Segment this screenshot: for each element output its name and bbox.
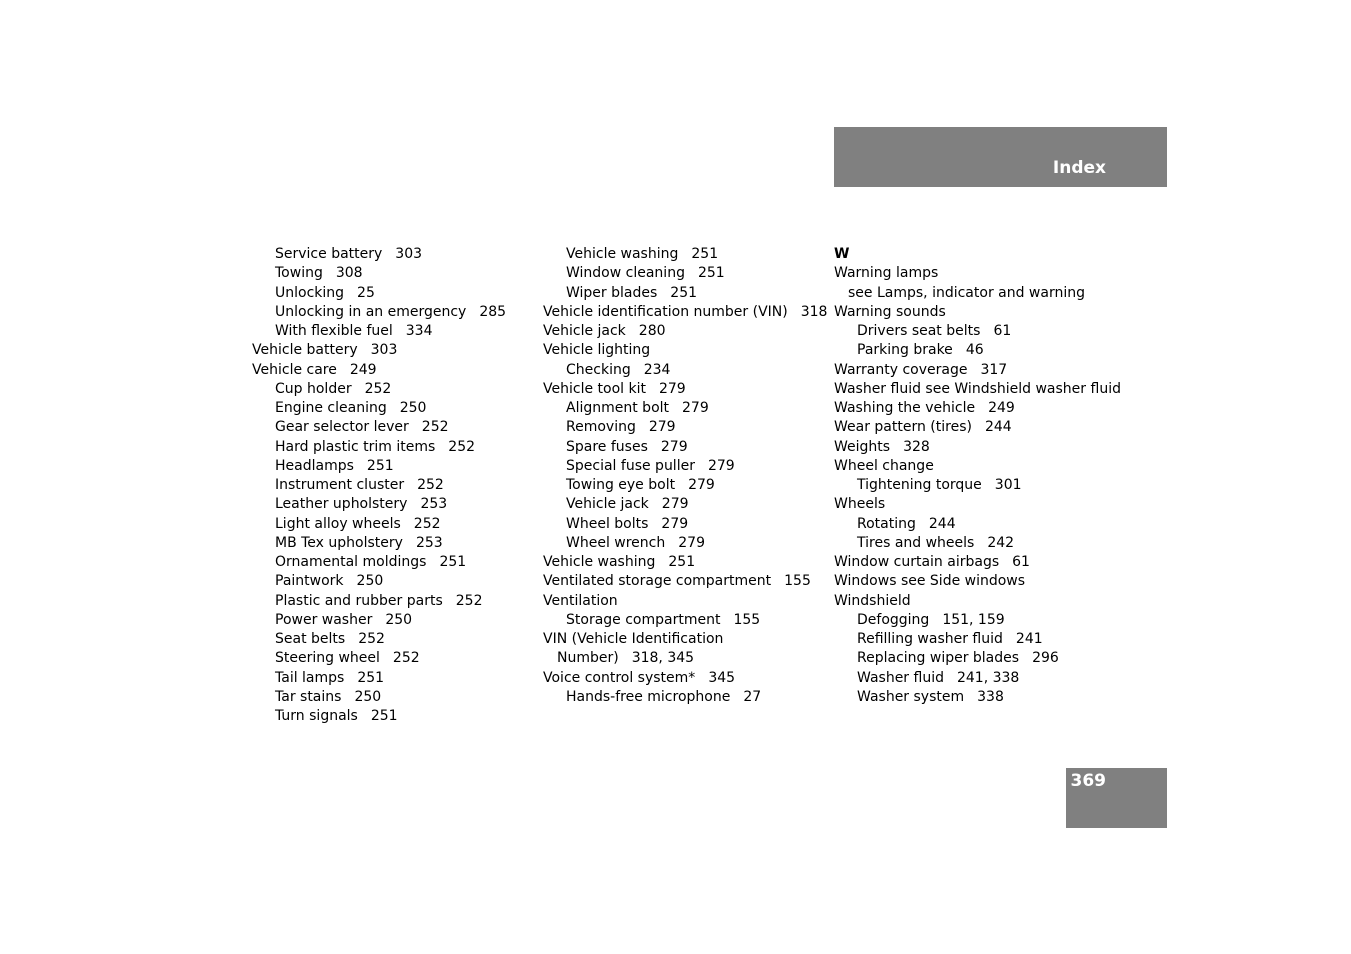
index-page-ref: 252 xyxy=(421,419,449,436)
index-page-ref: 25 xyxy=(357,284,375,301)
index-term: Warning lamps xyxy=(834,265,939,282)
index-page-ref: 241, 338 xyxy=(956,669,1020,686)
index-entry xyxy=(834,380,1144,399)
index-page-ref: 242 xyxy=(987,534,1015,551)
index-term: Rotating xyxy=(857,515,916,532)
index-subentry xyxy=(834,669,1144,688)
page-number: 369 xyxy=(1070,771,1106,791)
index-page-ref: 252 xyxy=(448,438,476,455)
index-page-ref: 251 xyxy=(668,554,696,570)
index-term: Special fuse puller xyxy=(566,457,695,474)
index-term: Washer system xyxy=(857,688,965,705)
index-page-ref: 244 xyxy=(928,515,956,532)
index-page-ref: 155 xyxy=(784,573,811,590)
index-page-ref: 279 xyxy=(688,477,715,493)
index-page-ref: 251 xyxy=(439,554,467,570)
index-subentry xyxy=(252,399,532,418)
index-page-ref: 279 xyxy=(660,438,688,455)
index-subentry xyxy=(252,380,532,399)
index-subentry xyxy=(252,592,532,611)
index-term: VIN (Vehicle Identification xyxy=(543,631,724,647)
index-subentry xyxy=(252,284,532,303)
index-term: Plastic and rubber parts xyxy=(275,592,443,609)
index-page-ref: 252 xyxy=(392,650,420,667)
index-page-ref: 252 xyxy=(364,380,392,397)
index-page-ref: 61 xyxy=(993,323,1012,339)
index-entry xyxy=(834,592,1144,611)
index-entry xyxy=(543,322,828,341)
index-page-ref: 249 xyxy=(988,400,1015,416)
index-entry xyxy=(834,572,1144,591)
index-subentry xyxy=(543,264,828,283)
index-entry xyxy=(543,553,828,572)
index-page-ref: 241 xyxy=(1015,631,1043,647)
index-term: Vehicle washing xyxy=(543,554,656,570)
index-subentry xyxy=(834,476,1144,495)
index-subentry xyxy=(252,630,532,649)
index-term: Cup holder xyxy=(275,380,352,397)
index-entry xyxy=(834,457,1144,476)
index-page-ref: 252 xyxy=(358,631,385,647)
index-subentry xyxy=(252,553,532,572)
index-term: Vehicle jack xyxy=(543,323,626,339)
index-page-ref: 338 xyxy=(977,688,1004,705)
index-subentry xyxy=(834,341,1144,360)
index-term: Gear selector lever xyxy=(275,419,409,436)
index-page-ref: 244 xyxy=(984,419,1012,436)
index-page-ref: 234 xyxy=(643,361,671,378)
index-subentry xyxy=(252,476,532,495)
index-subentry xyxy=(543,688,828,707)
index-page-ref: 279 xyxy=(707,457,735,474)
index-entry xyxy=(834,495,1144,514)
index-page-ref: 251 xyxy=(370,708,398,724)
index-term: Replacing wiper blades xyxy=(857,650,1020,667)
index-term: Windows see Side windows xyxy=(834,573,1026,590)
index-term: Towing eye bolt xyxy=(566,477,676,493)
index-entry xyxy=(252,341,532,360)
index-page-ref: 303 xyxy=(370,342,398,359)
index-page-ref: 27 xyxy=(743,688,762,705)
index-subentry xyxy=(252,303,532,322)
index-subentry xyxy=(252,457,532,476)
index-term: Power washer xyxy=(275,611,373,628)
index-term: Vehicle battery xyxy=(252,342,358,359)
index-subentry xyxy=(543,438,828,457)
index-term: Windshield xyxy=(834,592,911,609)
index-page-ref: 46 xyxy=(965,342,984,359)
index-page-ref: 250 xyxy=(399,400,427,416)
index-subentry xyxy=(543,611,828,630)
index-subentry xyxy=(543,284,828,303)
index-term: Wheel wrench xyxy=(566,534,666,551)
index-entry xyxy=(543,303,828,322)
index-page-ref: 251 xyxy=(357,669,385,686)
index-page-ref: 251 xyxy=(697,265,725,282)
index-subentry xyxy=(252,611,532,630)
index-term: Light alloy wheels xyxy=(275,515,401,532)
index-subentry xyxy=(834,649,1144,668)
index-subentry xyxy=(834,688,1144,707)
index-entry xyxy=(834,303,1144,322)
section-title: Index xyxy=(1052,158,1106,178)
index-term: Checking xyxy=(566,361,631,378)
index-subentry xyxy=(543,418,828,437)
index-term: Drivers seat belts xyxy=(857,323,981,339)
index-subentry xyxy=(543,476,828,495)
index-term: Washer fluid xyxy=(857,669,944,686)
index-column-2 xyxy=(543,245,828,707)
index-subentry xyxy=(543,245,828,264)
index-page-ref: 251 xyxy=(670,284,698,301)
index-page-ref: 252 xyxy=(417,477,444,493)
index-term: Window curtain airbags xyxy=(834,554,1000,570)
index-page-ref: 251 xyxy=(366,457,394,474)
index-subentry xyxy=(834,630,1144,649)
index-term: Unlocking in an emergency xyxy=(275,303,467,320)
index-term: Turn signals xyxy=(275,708,358,724)
index-entry xyxy=(834,553,1144,572)
index-page-ref: 253 xyxy=(415,534,443,551)
index-page-ref: 252 xyxy=(455,592,483,609)
index-term: Leather upholstery xyxy=(275,496,408,513)
index-page-ref: 279 xyxy=(658,380,686,397)
index-subentry xyxy=(252,688,532,707)
index-term: Hands-free microphone xyxy=(566,688,731,705)
index-term: With flexible fuel xyxy=(275,323,393,339)
index-page-ref: 345 xyxy=(708,669,736,686)
index-term: MB Tex upholstery xyxy=(275,534,403,551)
index-letter-heading xyxy=(834,245,1144,264)
index-term: Instrument cluster xyxy=(275,477,405,493)
index-page-ref: 279 xyxy=(648,419,676,436)
index-page-ref: 285 xyxy=(479,303,507,320)
index-subentry xyxy=(834,534,1144,553)
index-subentry xyxy=(252,515,532,534)
index-page-ref: 280 xyxy=(638,323,666,339)
index-page-ref: 318 xyxy=(800,303,828,320)
index-term: Weights xyxy=(834,438,891,455)
index-term: Washer fluid see Windshield washer fluid xyxy=(834,380,1121,397)
index-page-ref: 318, 345 xyxy=(631,650,695,667)
index-page-ref: 253 xyxy=(420,496,448,513)
index-page-ref: 252 xyxy=(413,515,441,532)
index-subentry xyxy=(543,457,828,476)
index-term: Washing the vehicle xyxy=(834,400,976,416)
index-subentry xyxy=(252,495,532,514)
index-term: Tightening torque xyxy=(857,477,982,493)
index-term: Spare fuses xyxy=(566,438,648,455)
index-page-ref: 251 xyxy=(691,246,719,262)
index-page-ref: 279 xyxy=(661,515,689,532)
index-term: Vehicle washing xyxy=(566,246,679,262)
index-term: Wiper blades xyxy=(566,284,658,301)
index-entry xyxy=(834,438,1144,457)
index-entry xyxy=(834,399,1144,418)
index-term: Wheel change xyxy=(834,457,934,474)
index-page-ref: 328 xyxy=(903,438,930,455)
index-subentry xyxy=(543,534,828,553)
index-subentry xyxy=(252,669,532,688)
index-page-ref: 303 xyxy=(395,246,423,262)
index-subentry xyxy=(252,438,532,457)
index-subentry xyxy=(543,361,828,380)
index-term: Warning sounds xyxy=(834,303,946,320)
index-term: Vehicle identification number (VIN) xyxy=(543,303,788,320)
index-term: Wheel bolts xyxy=(566,515,649,532)
index-subentry xyxy=(252,264,532,283)
index-term: Storage compartment xyxy=(566,611,721,628)
index-term: see Lamps, indicator and warning xyxy=(848,284,1085,301)
index-entry xyxy=(834,361,1144,380)
index-term: Engine cleaning xyxy=(275,400,387,416)
index-term: Voice control system* xyxy=(543,669,696,686)
index-term: Tar stains xyxy=(275,688,342,705)
index-term: Ventilated storage compartment xyxy=(543,573,772,590)
index-entry xyxy=(543,592,828,611)
index-page-ref: 61 xyxy=(1012,554,1030,570)
index-subentry xyxy=(252,418,532,437)
index-term: Warranty coverage xyxy=(834,361,968,378)
index-term: Vehicle lighting xyxy=(543,342,651,359)
index-page-ref: 155 xyxy=(733,611,761,628)
index-entry xyxy=(543,649,828,668)
index-term: Removing xyxy=(566,419,636,436)
index-subentry xyxy=(543,515,828,534)
index-entry xyxy=(834,264,1144,283)
index-term: Tires and wheels xyxy=(857,534,975,551)
index-subentry xyxy=(834,322,1144,341)
index-page-ref: 279 xyxy=(682,400,709,416)
index-term: Number) xyxy=(557,650,619,667)
index-term: Wheels xyxy=(834,496,886,513)
index-page-ref: 296 xyxy=(1032,650,1059,667)
index-term: Unlocking xyxy=(275,284,345,301)
index-term: Wear pattern (tires) xyxy=(834,419,972,436)
index-term: Refilling washer fluid xyxy=(857,631,1003,647)
index-subentry xyxy=(543,495,828,514)
index-page-ref: 279 xyxy=(661,496,689,513)
index-term: Hard plastic trim items xyxy=(275,438,436,455)
index-subentry xyxy=(252,245,532,264)
section-header-tab xyxy=(834,127,1167,187)
index-term: Towing xyxy=(275,265,323,282)
index-page-ref: 250 xyxy=(356,573,384,590)
index-term: Tail lamps xyxy=(275,669,345,686)
index-page-ref: 250 xyxy=(385,611,413,628)
index-page-ref: 308 xyxy=(335,265,363,282)
index-column-1 xyxy=(252,245,532,726)
index-subentry xyxy=(252,322,532,341)
index-page-ref: 301 xyxy=(994,477,1022,493)
index-page-ref: 250 xyxy=(354,688,382,705)
index-term: Steering wheel xyxy=(275,650,380,667)
index-entry xyxy=(834,418,1144,437)
index-page-ref: 249 xyxy=(349,361,377,378)
index-entry xyxy=(834,284,1144,303)
index-entry xyxy=(543,341,828,360)
index-subentry xyxy=(252,707,532,726)
index-page-ref: 151, 159 xyxy=(942,611,1005,628)
index-subentry xyxy=(252,572,532,591)
index-term: Ornamental moldings xyxy=(275,554,427,570)
index-term: Defogging xyxy=(857,611,930,628)
index-term: Seat belts xyxy=(275,631,346,647)
index-entry xyxy=(252,361,532,380)
index-term: Alignment bolt xyxy=(566,400,670,416)
index-term: Paintwork xyxy=(275,573,344,590)
index-term: Vehicle tool kit xyxy=(543,380,646,397)
index-entry xyxy=(543,572,828,591)
index-term: Ventilation xyxy=(543,592,618,609)
index-page-ref: 317 xyxy=(980,361,1008,378)
page-number-box xyxy=(1066,768,1167,828)
index-subentry xyxy=(834,515,1144,534)
index-term: Vehicle care xyxy=(252,361,337,378)
index-column-3 xyxy=(834,245,1144,707)
index-subentry xyxy=(252,534,532,553)
index-subentry xyxy=(252,649,532,668)
index-page-ref: 334 xyxy=(405,323,433,339)
index-term: Window cleaning xyxy=(566,265,685,282)
index-term: W xyxy=(834,246,850,262)
index-entry xyxy=(543,630,828,649)
index-term: Parking brake xyxy=(857,342,953,359)
index-term: Headlamps xyxy=(275,457,354,474)
index-subentry xyxy=(543,399,828,418)
index-term: Service battery xyxy=(275,246,383,262)
index-subentry xyxy=(834,611,1144,630)
index-page-ref: 279 xyxy=(678,534,705,551)
index-term: Vehicle jack xyxy=(566,496,649,513)
index-entry xyxy=(543,669,828,688)
index-entry xyxy=(543,380,828,399)
